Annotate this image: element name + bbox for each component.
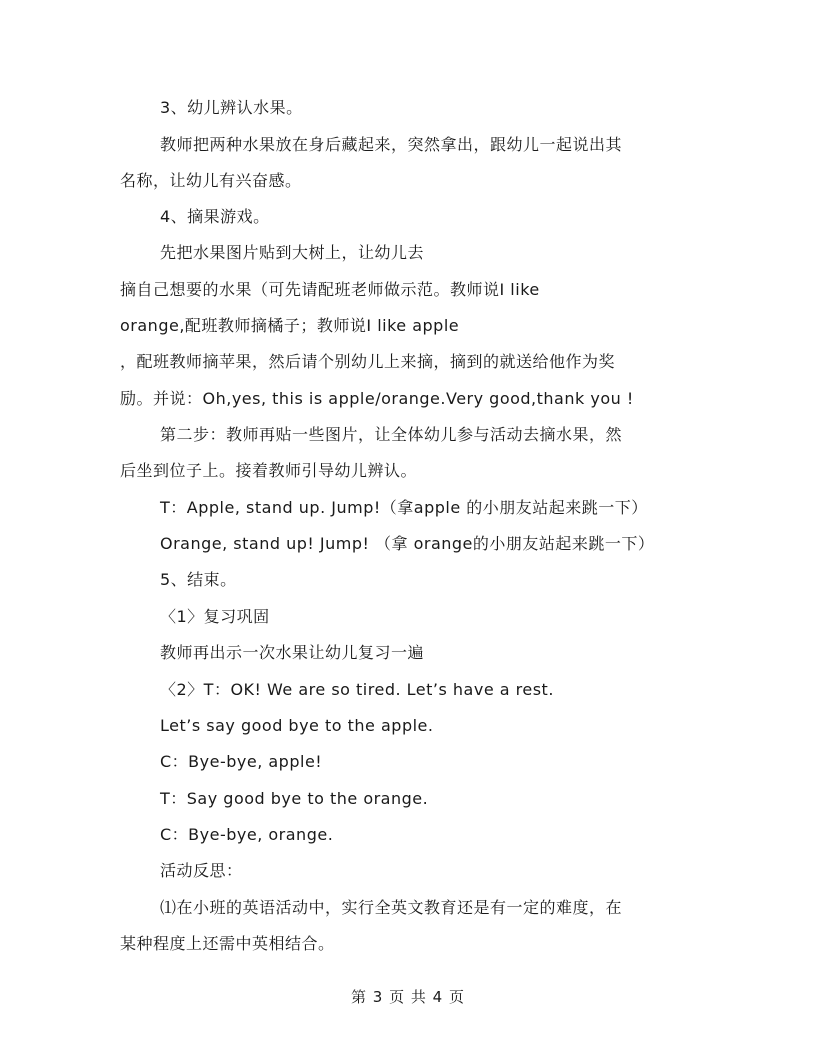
paragraph-line: 先把水果图片贴到大树上，让幼儿去 (160, 243, 425, 262)
paragraph-line: 第二步：教师再贴一些图片，让全体幼儿参与活动去摘水果，然 (160, 425, 623, 444)
paragraph-line: 励。并说：Oh,yes, this is apple/orange.Very good,thank you ! (120, 389, 634, 408)
paragraph-line: 〈1〉复习巩固 (160, 607, 270, 626)
paragraph-line: Orange, stand up! Jump! （拿 orange的小朋友站起来跳一下） (160, 534, 655, 553)
page-footer: 第 3 页 共 4 页 (351, 988, 465, 1006)
paragraph-line: Let’s say good bye to the apple. (160, 716, 434, 735)
paragraph-line: T：Say good bye to the orange. (160, 789, 429, 808)
paragraph-line: 活动反思： (160, 861, 243, 880)
paragraph-line: T：Apple, stand up. Jump!（拿apple 的小朋友站起来跳一下） (160, 498, 648, 517)
paragraph-line: 摘自己想要的水果（可先请配班老师做示范。教师说I like (120, 280, 540, 299)
paragraph-line: 3、幼儿辨认水果。 (160, 98, 303, 117)
paragraph-line: 某种程度上还需中英相结合。 (120, 934, 335, 953)
paragraph-line: 教师再出示一次水果让幼儿复习一遍 (160, 643, 425, 662)
paragraph-line: ，配班教师摘苹果，然后请个别幼儿上来摘，摘到的就送给他作为奖 (120, 352, 616, 371)
paragraph-line: 后坐到位子上。接着教师引导幼儿辨认。 (120, 461, 418, 480)
paragraph-line: orange,配班教师摘橘子；教师说I like apple (120, 316, 460, 335)
paragraph-line: C：Bye-bye, apple! (160, 752, 323, 771)
paragraph-line: 4、摘果游戏。 (160, 207, 270, 226)
paragraph-line: 名称，让幼儿有兴奋感。 (120, 171, 302, 190)
paragraph-line: 教师把两种水果放在身后藏起来，突然拿出，跟幼儿一起说出其 (160, 135, 623, 154)
paragraph-line: C：Bye-bye, orange. (160, 825, 334, 844)
paragraph-line: 〈2〉T：OK! We are so tired. Let’s have a rest. (160, 680, 554, 699)
paragraph-line: ⑴在小班的英语活动中，实行全英文教育还是有一定的难度，在 (160, 898, 623, 917)
paragraph-line: 5、结束。 (160, 570, 237, 589)
